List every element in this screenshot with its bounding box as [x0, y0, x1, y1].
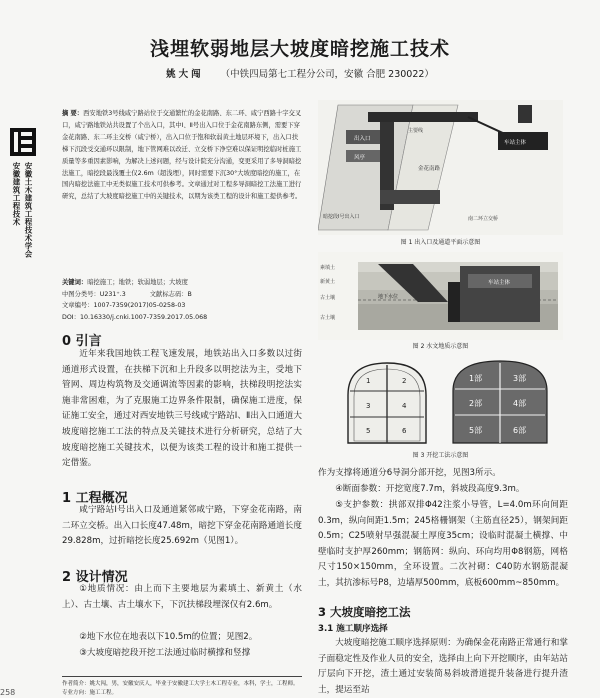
abstract-label: 摘 要： [62, 110, 84, 117]
figure-3-right-section [445, 357, 555, 447]
fig1-label-station: 车站主体 [504, 140, 527, 146]
fig1-entrance [380, 190, 440, 204]
section-2-para-1: ①地质情况：由上而下主要地层为素填土、新黄土（水上）、古土壤、古土壤水下，下沉扶梯段埋深仅有2.6m。 [62, 584, 302, 610]
right-para-2: ⑤支护参数：拱部双排Φ42注浆小导管，L=4.0m环向间距0.3m，纵向间距1.5m；245格栅钢架（主筋直径25），钢架间距0.5m；C25喷射早强混凝土厚度35cm；设临时混凝土横撑、中壁临时支护厚260mm；钢筋网：纵向、环向均用Φ8钢筋，网格尺寸150×150mm，全环设置。二次衬砌：C40防水钢筋混凝土，其抗渗标号P8，边墙厚500mm，底板600mm~850mm。 [318, 500, 568, 588]
sidebar-journal-name: 安徽建筑工程技术 [12, 162, 21, 226]
fig2-label-station: 车站主体 [488, 280, 511, 286]
section-2-para-3: ③大坡度暗挖段开挖工法通过临时横撑和竖撑 [79, 648, 251, 658]
right-para-0: 作为支撑将通道分6导洞分部开挖，见图3所示。 [318, 468, 501, 478]
fig3-left-label-6: 6 [402, 427, 407, 435]
section-1-text: 咸宁路站Ⅰ号出入口及通道紧邻咸宁路，下穿金花南路，南二环立交桥。出入口长度47.48m，暗挖下穿金花南路通道长度29.828m，过折暗挖长度25.692m（见图1）。 [62, 505, 302, 547]
paper-title: 浅埋软弱地层大坡度暗挖施工技术 [149, 38, 450, 60]
doi: DOI：10.16330/j.cnki.1007-7359.2017.05.068 [62, 313, 208, 321]
author-affiliation: （中铁四局第七工程分公司，安徽 合肥 230022） [220, 69, 434, 80]
journal-logo-icon [10, 128, 36, 156]
author-line [0, 66, 600, 80]
fig1-label-road: 金花南路 [418, 166, 441, 172]
fig3-right-label-5: 5部 [469, 426, 483, 435]
fig3-right-label-6: 6部 [513, 426, 527, 435]
fig3-right-label-3: 3部 [513, 374, 527, 383]
sidebar-society-name: 安徽土木建筑工程技术学会 [24, 162, 33, 258]
section-0-heading: 0 引言 [62, 334, 102, 349]
article-number: 文章编号：1007-7359(2017)05-0258-03 [62, 302, 186, 309]
abstract-text: 西安地铁3号线咸宁路站位于交通繁忙的金花南路、东二环、咸宁西路十字交叉口，咸宁路地铁站共设置了个出入口，其中Ⅰ、Ⅱ号出入口位于金花南路东侧，需要下穿金花南路、东二环主交桥（咸宁桥），出入口位于饱和软弱黄土地层环境下，出入口扶梯下沉段受交通环以限制，地下管网难以改迁、立交桥下净空难以保证明挖临时桩施工质量等多重因素影响，为解决上述问题，经与设计院充分沟通，变更采用了多导洞暗挖法施工，暗挖段最浅覆土仅2.6m（超浅埋），同时需要下沉30°大坡度暗挖的施工，在国内暗挖法施工中无类似施工技术可供参考。文章通过对工程多导洞暗挖工法施工进行研究，总结了大坡度暗挖施工中的关键技术，以期为该类工程的设计和施工提供参考。 [62, 110, 302, 201]
clc-number: 中图分类号：U231⁺.3 [62, 290, 126, 298]
fig3-right-label-2: 2部 [469, 399, 483, 408]
section-1-heading: 1 工程概况 [62, 491, 128, 506]
fig1-label-section: 暗挖段Ⅰ号出入口 [323, 214, 360, 220]
fig3-left-label-4: 4 [402, 402, 407, 410]
fig2-label-paleosol-1: 古土壤 [320, 295, 336, 301]
fig2-label-paleosol-2: 古土壤 [320, 315, 336, 321]
section-3-heading: 3 大坡度暗挖工法 [318, 605, 411, 619]
fig1-label-entrance: 出入口 [354, 136, 371, 142]
figure-2-hydrogeology [318, 252, 563, 340]
page-number: 258 [0, 688, 16, 697]
right-para-1: ④断面参数：开挖宽度7.7m，斜坡段高度9.3m。 [335, 484, 525, 494]
figure-1-plan [318, 100, 563, 235]
fig1-label-bridge: 南二环立交桥 [468, 216, 499, 222]
section-0-text: 近年来我国地铁工程飞速发展，地铁站出入口多数以过街通道形式设置，在扶梯下沉和上升段多以明挖法为主，受地下管网、周边构筑物及交通调流等因素的影响，扶梯段明挖法实施非常困难，为了克服施工边界条件限制，确保施工进度，保证施工安全，通过对西安地铁三号线咸宁路站Ⅰ、Ⅱ出入口通道大坡度暗挖施工工法的特点及关键技术进行分析研究，总结了大坡度暗挖施工关键技术，以便为该类工程的设计和施工提供一定借鉴。 [62, 349, 302, 469]
fig2-label-fill: 素填土 [320, 265, 336, 271]
journal-sidebar [6, 128, 40, 418]
fig3-left-label-2: 2 [402, 377, 407, 385]
fig1-label-line: 主要线 [408, 128, 424, 134]
figure-3-caption: 图 3 开挖工法示意图 [412, 452, 469, 459]
fig3-left-label-3: 3 [366, 402, 371, 410]
keywords-label: 关键词： [62, 279, 88, 286]
figure-3-left-section [340, 357, 435, 447]
section-3-1-heading: 3.1 施工顺序选择 [318, 624, 388, 634]
figure-1-caption: 图 1 出入口及通道平面示意图 [400, 239, 481, 246]
fig2-label-loess: 新黄土 [320, 279, 336, 285]
section-2-heading: 2 设计情况 [62, 570, 128, 585]
fig2-label-water-table: 地下水位 [378, 294, 399, 300]
abstract-block [62, 108, 302, 203]
fig1-label-wind: 风亭 [354, 155, 366, 161]
section-3-1-text: 大坡度暗挖施工顺序选择原则：为确保金花南路正常通行和掌子面稳定性及作业人员的安全，选择由上向下开挖顺序，由年站站厅层向下开挖，渣土通过安装简易斜坡滑道提升装备进行提升渣土，提运至站 [318, 638, 568, 695]
fig3-right-label-4: 4部 [513, 399, 527, 408]
section-2-para-2: ②地下水位在地表以下10.5m的位置；见图2。 [79, 632, 258, 642]
keywords: 暗挖施工；地铁；软弱地层；大坡度 [87, 279, 188, 286]
author-footnote: 作者简介：姚大闯，男，安徽安庆人，毕业于安徽建工大学土木工程专业，本科，学士，工程师。专业方向：施工工程。 [62, 676, 302, 698]
fig3-left-label-1: 1 [366, 377, 371, 385]
fig3-right-label-1: 1部 [469, 374, 483, 383]
document-code: 文献标志码：B [149, 290, 192, 298]
article-meta [62, 277, 302, 323]
author-name: 姚大闯 [166, 69, 204, 80]
fig3-left-label-5: 5 [366, 427, 371, 435]
fig1-station-body [368, 112, 478, 122]
figure-2-caption: 图 2 水文地质示意图 [412, 343, 469, 350]
